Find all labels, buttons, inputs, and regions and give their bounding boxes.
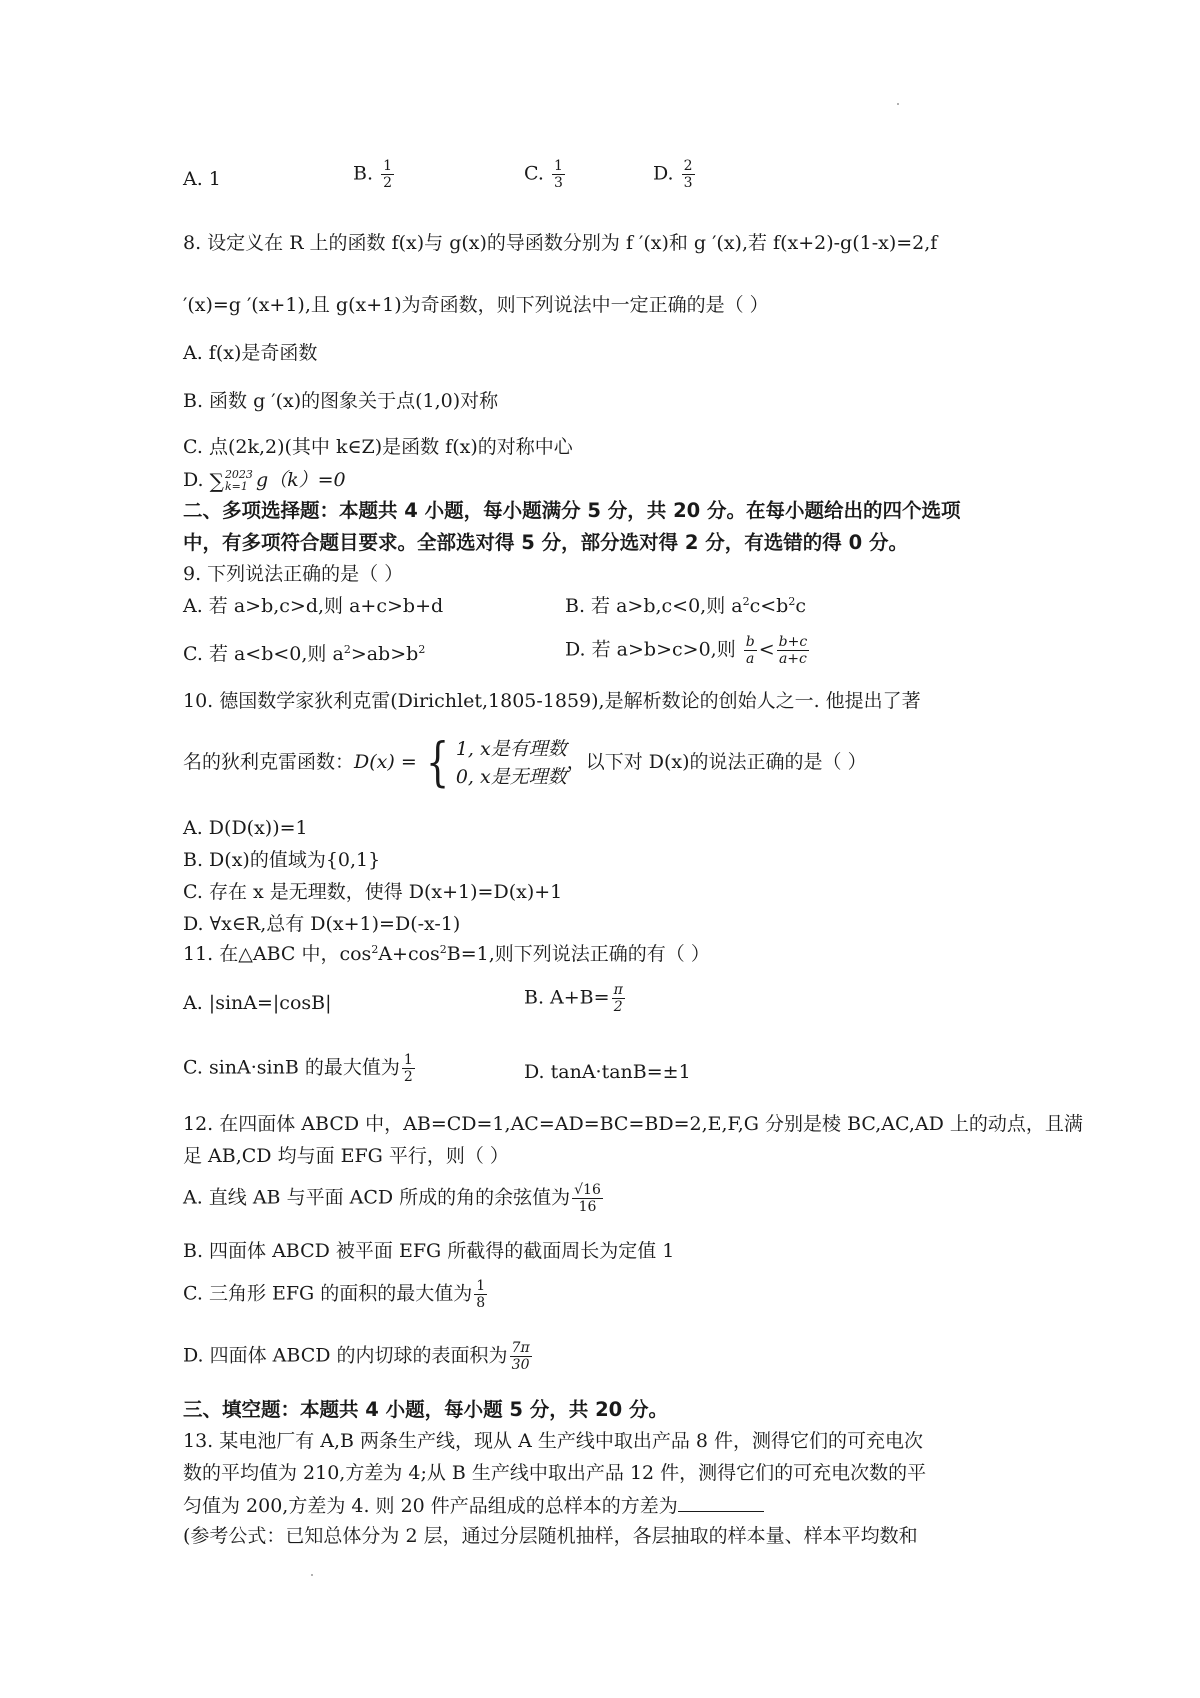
q13-stem-line1: 13. 某电池厂有 A,B 两条生产线，现从 A 生产线中取出产品 8 件，测得它们的可充电次 <box>183 1430 924 1452</box>
q7-option-b: B. $\frac{1}{2}$ <box>353 158 392 191</box>
speck-mark <box>897 103 899 105</box>
q9-option-d: D. 若 a>b>c>0,则 $\frac{b}{a}$ < $\frac{b+c}{a+c}$ <box>565 634 808 667</box>
q8-stem-line1: 8. 设定义在 R 上的函数 f(x)与 g(x)的导函数分别为 f ′(x)和 g ′(x),若 f(x+2)-g(1-x)=2,f <box>183 232 938 254</box>
q12-option-b: B. 四面体 ABCD 被平面 EFG 所截得的截面周长为定值 1 <box>183 1240 675 1262</box>
q11-stem: 11. 在△ABC 中，$\cos^2A+\cos^2B=1$,则下列说法正确的有（ ） <box>183 943 710 965</box>
q10-option-c: C. 存在 x 是无理数，使得 D(x+1)=D(x)+1 <box>183 881 563 903</box>
q8-option-b: B. 函数 g ′(x)的图象关于点(1,0)对称 <box>183 390 499 412</box>
q12-option-d: D. 四面体 ABCD 的内切球的表面积为 $\frac{7\pi}{30}$ <box>183 1340 530 1373</box>
section2-heading-line2: 中，有多项符合题目要求。全部选对得 5 分，部分选对得 2 分，有选错的得 0 分。 <box>183 531 908 554</box>
q9-option-c: C. 若 a<b<0,则 $a^2>ab>b^2$ <box>183 643 426 665</box>
section2-heading-line1: 二、多项选择题：本题共 4 小题，每小题满分 5 分，共 20 分。在每小题给出的四个选项 <box>183 499 961 522</box>
q8-stem-line2: ′(x)=g ′(x+1),且 g(x+1)为奇函数，则下列说法中一定正确的是（ ） <box>183 294 769 316</box>
q10-stem-line1: 10. 德国数学家狄利克雷(Dirichlet,1805-1859),是解析数论的创始人之一. 他提出了著 <box>183 690 921 712</box>
q8-option-c: C. 点(2k,2)(其中 k∈Z)是函数 f(x)的对称中心 <box>183 436 573 458</box>
q12-stem-line1: 12. 在四面体 ABCD 中，AB=CD=1,AC=AD=BC=BD=2,E,F,G 分别是棱 BC,AC,AD 上的动点，且满 <box>183 1113 1083 1135</box>
q10-stem-line2: 名的狄利克雷函数：D(x) = { 1, x是有理数 0, x是无理数 ，以下对 D(x)的说法正确的是（ ） <box>183 733 867 793</box>
q13-stem-line4: (参考公式：已知总体分为 2 层，通过分层随机抽样，各层抽取的样本量、样本平均数和 <box>183 1525 918 1547</box>
q8-option-a: A. f(x)是奇函数 <box>183 342 318 364</box>
q13-stem-line3: 匀值为 200,方差为 4. 则 20 件产品组成的总样本的方差为 <box>183 1491 764 1520</box>
q9-option-b: B. 若 a>b,c<0,则 $a^2c<b^2c$ <box>565 595 806 617</box>
q11-option-b: B. A+B= $\frac{\pi}{2}$ <box>524 982 623 1015</box>
q10-option-b: B. D(x)的值域为{0,1} <box>183 849 381 871</box>
q7-option-d: D. $\frac{2}{3}$ <box>653 158 693 191</box>
summation: ∑ 2023 k=1 <box>209 468 253 493</box>
section3-heading: 三、填空题：本题共 4 小题，每小题 5 分，共 20 分。 <box>183 1398 669 1421</box>
answer-blank[interactable] <box>678 1491 764 1512</box>
q11-option-a: A. |sinA=|cosB| <box>183 992 332 1014</box>
q9-stem: 9. 下列说法正确的是（ ） <box>183 563 404 585</box>
q11-option-d: D. tanA·tanB=±1 <box>524 1061 691 1083</box>
q8-option-d: D. ∑ 2023 k=1 g（k）=0 <box>183 468 346 493</box>
q10-option-d: D. ∀x∈R,总有 D(x+1)=D(-x-1) <box>183 913 461 935</box>
q10-option-a: A. D(D(x))=1 <box>183 817 308 839</box>
speck-mark-bottom <box>311 1574 313 1576</box>
piecewise-function: { 1, x是有理数 0, x是无理数 <box>425 733 567 793</box>
q12-option-a: A. 直线 AB 与平面 ACD 所成的角的余弦值为 $\frac{√16}{16}$ <box>183 1182 601 1215</box>
q11-option-c: C. sinA·sinB 的最大值为 $\frac{1}{2}$ <box>183 1052 413 1085</box>
q9-option-a: A. 若 a>b,c>d,则 a+c>b+d <box>183 595 444 617</box>
q7-option-a: A. 1 <box>183 168 221 190</box>
q13-stem-line2: 数的平均值为 210,方差为 4;从 B 生产线中取出产品 12 件，测得它们的可充电次数的平 <box>183 1462 927 1484</box>
q7-option-c: C. $\frac{1}{3}$ <box>524 158 563 191</box>
q12-stem-line2: 足 AB,CD 均与面 EFG 平行，则（ ） <box>183 1145 509 1167</box>
q12-option-c: C. 三角形 EFG 的面积的最大值为 $\frac{1}{8}$ <box>183 1278 486 1311</box>
